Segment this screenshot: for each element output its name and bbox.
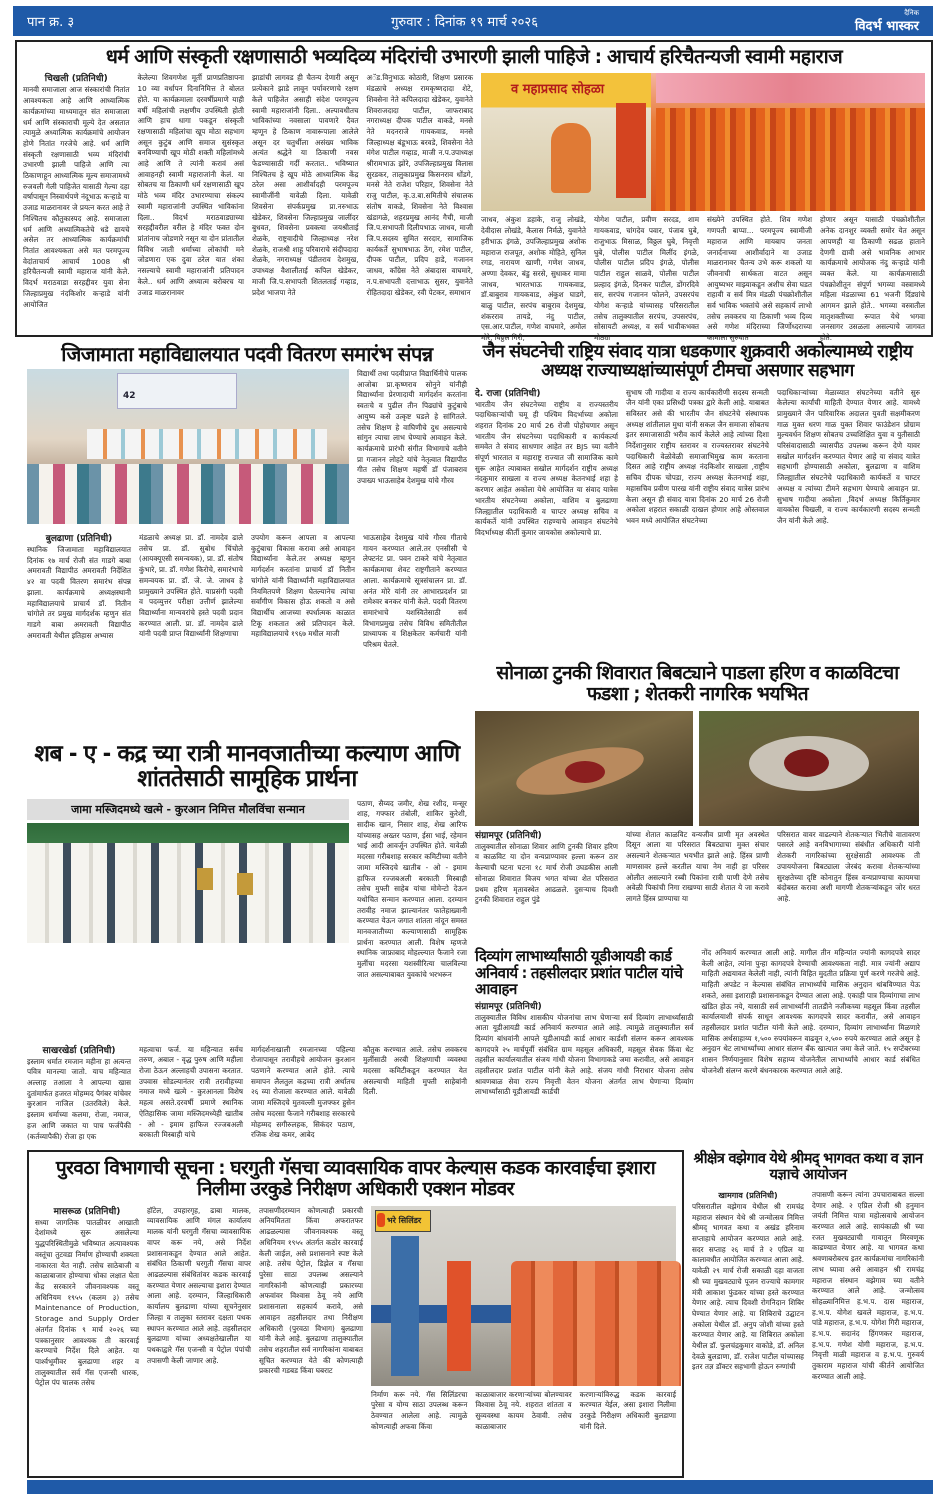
- column-text: तपासणीदरम्यान कोणत्याही प्रकारची अनियमितता किंवा अफरातफर आढळल्यास जीवनावश्यक वस्तू अधिनियम १९५५ अंतर्गत कठोर कारवाई केली जाईल, असे प्रशासनाने स्पष्ट केले आहे. तसेच पेट्रोल, डिझेल व गॅसचा पुरेसा साठा उपलब्ध असल्याने नागरिकांनी कोणत्याही प्रकारच्या अफवांवर विश्वास ठेवू नये आणि प्रशासनाला सहकार्य करावे, असे आवाहन तहसीलदार तथा निरीक्षण अधिकारी (पुरवठा विभाग) बुलढाणा यांनी केले आहे. बुलढाणा तालुक्यातील तसेच शहरातील सर्व नागरिकांना याबाबत सूचित करण्यात येते की कोणत्याही प्रकारची गडबड किंवा घबराट: [259, 1205, 363, 1376]
- article-column: [475, 830, 618, 950]
- article-column: [371, 1390, 467, 1435]
- issue-date: गुरुवार : दिनांक १९ मार्च २०२६: [391, 15, 538, 30]
- column-text: उपयोग करून आपला व आपल्या कुटुंबाचा विकास करावा असे आवाहन विद्यार्थ्यांना केले.तर अध्यक्ष म्हणुन मार्गदर्शन करतांना प्राचार्य डॉ नितीन चांगोले यांनी विद्यार्थ्यांनी महाविद्यालयात नियमितपणे शिक्षण घेतल्यानेच त्यांचा सर्वांगीण विकास होऊ शकतो व असे विद्यार्थीच आजच्या स्पर्धात्मक काळात टिकू शकतात असे प्रतिपादन केले. महाविद्यालयाचे १९६७ मधील माजी: [251, 533, 355, 639]
- column-text: निर्माण करू नये. गॅस सिलिंडरचा पुरेसा व योग्य साठा उपलब्ध करून ठेवण्यात आलेला आहे. त्यामुळे कोणत्याही अफवा किंवा: [371, 1389, 468, 1431]
- article-column: [777, 830, 920, 950]
- article-column: [139, 1045, 243, 1153]
- article-column: [357, 799, 467, 1039]
- article-column: [357, 369, 467, 529]
- article-column: [580, 1390, 676, 1435]
- column-text: कौतुक करण्यात आले. तसेच लवकरच मुलींसाठी अरबी शिक्षणाची व्यवस्था मदरसा कमिटीकडून करण्यात येत असल्याची माहिती मुफ्ती साहेबांनी दिली.: [363, 1044, 467, 1097]
- dateline: संग्रामपूर (प्रतिनिधी): [475, 1001, 542, 1012]
- column-text: परिसरात वावर वाढल्याने शेतकऱ्यात भितीचे वातावरण पसरले आहे वनविभागाच्या संबंधीत अधिकारी यांनी शेतकरी नागरिकांच्या सुरक्षेसाठी आवश्यक ती उपाययोजना बिबट्याला जेरबंद करावा शेतकऱ्यांच्या सुरक्षतेच्या दृष्टि कोनातुन हिंस्त्र वन्यप्राण्याचा कायमचा बंदोबस्त करावा अशी मागणी शेतकऱ्यांकडून जोर धरत आहे.: [777, 829, 920, 903]
- column-text: मार्गदर्शनाखाली रमजानच्या पहिल्या रोजापासून तरावीहचे आयोजन कुरआन पठणाने करण्यात आले होते. त्याचे समापन लैलतुल कद्रच्या रात्री अर्थातच २६ व्या रोजाला करण्यात आले. यावेळी जामा मस्जिदचे मुतवल्ली मुजफ्फर हुसेन तसेच मदरसा फैजाने गरीबशाह सरकारचे मोहम्मद सगीरुलहक, सिकंदर पठाण, रजिक शेख कमर, आबेद: [251, 1044, 355, 1140]
- column-text: झाडांची लागवड ही चैतन्य देणारी असून प्रत्येकाने झाडे लावून पर्यावरणाचे रक्षण केले पाहिजेत असाही संदेश परमपूज्य स्वामी महाराजांनी दिला.. अल्पावधीतच भाविकांच्या नवसाला पावणारे दैवत म्हणून हे ठिकाण नावारूपाला आलेले असून दर चतुर्थीला असंख्य भाविक अत्यंत श्रद्धेने या ठिकाणी नवस फेडण्यासाठी गर्दी करतात.. भविष्यात निश्चितच हे खूप मोठे आध्यात्मिक केंद्र ठरेल असा आशीर्वादही परमपूज्य स्वामीजींनी यावेळी दिला. यावेळी शिवसेना संपर्कप्रमुख प्रा.नरुभाऊ खेडेकर, शिवसेना जिल्हाप्रमुख जालींदर बुधवत, शिवसेना प्रवक्त्या जयश्रीताई शेळके, राष्ट्रवादीचे जिल्हाध्यक्ष नरेश शेळके, राजश्री शाहू परिवाराचे संदीपदादा शेळके, नगराध्यक्ष पंडीतराव देशमुख, उपाध्यक्ष वैशालीताई कपिल खेडेकर, माजी जि.प.सभापती शितलताई गव्हाड, प्रदेश भाजपा नेते: [252, 73, 359, 297]
- dateline: खामगाव (प्रतिनिधी): [718, 1190, 778, 1200]
- masthead-bar: [13, 6, 933, 36]
- article-column: [626, 830, 769, 950]
- dateline: मासरूळ (प्रतिनिधी): [53, 1206, 121, 1217]
- headline-shab-e-qadr: शब - ए - कद्र च्या रात्री मानवजातीच्या कल्याण आणि शांततेसाठी सामूहिक प्रार्थना: [34, 741, 460, 793]
- column-text: तालुक्यातील सोनाळा शिवार आणि टुनकी शिवार हरिण व काळविट या दोन वन्यप्राण्यावर हल्ला करून ठार केल्याची घटना घटना १८ मार्च रोजी उघडकीस आली सोनाळा शिवारात विजय भगत यांच्या शेत परिसरात प्रथम हरिण मृतावस्थेत आढळले. दुसऱ्याच दिवशी टुनकी शिवारात राहुल पुंडे: [475, 841, 618, 905]
- article-shab-e-qadr: [27, 741, 467, 1141]
- column-text: स्थानिक जिजामाता महाविद्यालयात दिनांक १७ मार्च रोजी संत गाडगे बाबा अमरावती विद्यापीठ अमरावती निर्देशित ४२ वा पदवी वितरण समारंभ संपन्न झाला. कार्यक्रमाचे अध्यक्षस्थानी महाविद्यालयाचे प्राचार्य डॉ. नितीन चांगोले तर प्रमुख मार्गदर्शक म्हणुन संत गाडगे बाबा अमरावती विद्यापीठ अमरावती येथील इतिहास अभ्यास: [27, 545, 131, 640]
- photo-gas-cylinder-inspection: [371, 1206, 676, 1386]
- column-text: करणाऱ्यांविरुद्ध कडक कारवाई करण्यात येईल, असा इशारा निलीमा उरकुडे निरीक्षण अधिकारी बुलडाणा यांनी दिले.: [579, 1389, 676, 1431]
- article-column: [251, 1045, 355, 1153]
- column-text: केलेल्या शिवगणेश मूर्ती प्राणप्रतिष्ठापना 10 व्या वर्धापन दिनानिमित्त ते बोलत होते. या कार्यक्रमाला दरवर्षीप्रमाणे याही वर्षी महिलांची लक्षणीय उपस्थिती होती आणि हाच धागा पकडून संस्कृती रक्षणासाठी महिलांचा खूप मोठा सहभाग असून कुटुंब आणि समाज सुसंस्कृत बनविण्याची खूप मोठी शक्ती महिलांमध्ये आहे आणि ते त्यांनी करावं असं आवाहनही स्वामी महाराजांनी केलं. या सोबतच या ठिकाणी धर्म रक्षणासाठी खूप मोठे भव्य मंदिर उभारण्याचा संकल्प स्वामी महाराजांनी उपस्थित भाविकांना दिला.. विदर्भ मराठवाड्याच्या सरहद्दीवरील वरील हे मंदिर फक्त दोन प्रांतांनाच जोडणारे नसून या दोन प्रांतातील विविध जाती धर्माच्या लोकांची मने जोडणारा एक दुवा ठरेल यात शंका नसल्याचे स्वामी महाराजांनी प्रतिपादन केले.. धर्म आणि अध्यात्म बरोबरच या उजाड माळरानावर: [137, 73, 244, 297]
- article-jain: [475, 343, 920, 658]
- column-text: महत्वाचा फर्ज. या महिन्यात सर्वच तरुण, अबाल - वृद्ध पुरुष आणि महीला रोजा ठेऊन अल्लाहची उपासना करतात. उपवास सोडल्यानंतर रात्री तरावीहच्या नमाज मध्ये खत्मे - कुरआनला विशेष महत्व असते.दरवर्षी प्रमाणे स्थानिक ऐतिहासिक जामा मस्जिदमध्येही खातीब - ओ - इमाम हाफिज रज्जबअली बरकाती मिस्बाही यांचे: [139, 1044, 243, 1140]
- article-column: [626, 388, 769, 628]
- column-text: जाधव, अंकुश डहाके, राजु लोखंडे, देवीदास लोखंडे, कैलास निर्मळे, युवानेते हरीभाऊ इंगळे, उपजिल्हाप्रमुख अशोक महाराज राजपूत, अशोक मोहिते, सुनिल रगड, नारायण खाणी, गणेश जाधव, अण्णा देवकर, बंडु सरसे, सुधाकर मामा जाधव, भारतभाऊ गायकवाड, डॉ.बाबुराव गायकवाड, अंकुश घाडगे, बाळु पाटील, सरपंच बाबुराव देशमुख, शंकरराव तायडे, नंदु पाटील, एस.आर.पाटील, गणेश वाघमारे, अमोल मोरे, विठ्ठल गिरी,: [481, 215, 586, 343]
- article-column: [777, 388, 920, 628]
- column-text: तपासणी करून त्यांना उपचाराबाबत सल्ला देणार आहे. २ एप्रिल रोजी श्री हनुमान जयंती निमित्त यात्रा महोत्सवाचे आयोजन करण्यात आले आहे. सायंकाळी श्री च्या रजत मुखवट्याची गावातून मिरवणूक काढण्यात येणार आहे. या भागवत कथा श्रवणाबरोबरच इतर कार्यक्रमांचा नागरिकांनी लाभ घ्यावा असे आवाहन श्री रामचंद्र महाराज संस्थान वझेगाव च्या वतीने करण्यात आले आहे. जन्मोत्सव सोहळ्यानिमित्त ह.भ.प. दास महाराज, ह.भ.प. योगेश खवले महाराज, ह.भ.प. पांडे महाराज, ह.भ.प. योगेश गिरी महाराज, ह.भ.प. सदानंद हिंगणकर महाराज, ह.भ.प. गणेश योगी महाराज, ह.भ.प. निवृत्ती माळी महाराज व ह.भ.प. गुरुवर्य तुकाराम महाराज यांची कीर्तने आयोजित करण्यात आली आहे.: [812, 1189, 924, 1381]
- column-text: इस्लाम धर्मात रमजान महीना हा अत्यन्त पवित्र मानल्या जातो. याच महिन्यात अल्लाह तआला ने आपल्या खास दुतांमार्फत हजरत मोहम्मद पैगंबर यांचेवर कुरआन नाजिल (उतरविले) केले. इस्लाम धर्माच्या कलमा, रोजा, नमाज, हज आणि जकात या पाच फर्जपैकी (कर्तव्यापैकी) रोजा हा एक: [27, 1056, 131, 1141]
- brand-small: दैनिक: [904, 8, 919, 17]
- column-text: योगेश पाटील, प्रवीण सरदड, शाम गायकवाड, चांगदेव पवार, पंजाब घुबे, राजुभाऊ मिसाळ, विठ्ठल घुबे, निवृत्ती घुबे, पोलीस पाटील मिलींद इंगळे, पोलीस पाटील प्रदिप इंगळे, पोलीस पाटील राहुल साळवे, पोलीस पाटील प्रल्हाद इंगळे, दिनकर पाटील, डोंगरदिवे सर, सरपंच गजानन फोलने, उपसरपंच योगेश कऱ्हाडे यांच्यासह परिसरातील तसेच तालुक्यातील सरपंच, उपसरपंच, सोसायटी अध्यक्ष, व सर्व भावीकभक्त मोठ्या: [594, 215, 699, 343]
- article-column: [820, 215, 925, 343]
- photo-deer-carcass-1: [475, 711, 693, 826]
- article-sonala: [475, 663, 920, 943]
- column-text: हॉटेल, उपहारगृह, ढाबा मालक, व्यावसायिक आणि मंगल कार्यालय मालक यांनी घरगुती गॅसचा व्यावसायिक वापर करू नये, असे निर्देश प्रशासनाकडून देण्यात आले आहेत. संबंधित ठिकाणी घरगुती गॅसचा वापर आढळल्यास संबंधितांवर कडक कारवाई करण्यात येणार असल्याचा इशारा देण्यात आला आहे. दरम्यान, जिल्हाधिकारी कार्यालय बुलढाणा यांच्या सूचनेनुसार जिल्हा व तालुका स्तरावर दक्षता पथक स्थापन करण्यात आले आहे. तहसीलदार बुलढाणा यांच्या अध्यक्षतेखालील या पथकाद्वारे गॅस एजन्सी व पेट्रोल पंपांची तपासणी केली जाणार आहे.: [147, 1205, 251, 1365]
- article-column: [481, 215, 586, 343]
- column-text: यांच्या शेतात काळविट वन्यजीव प्राणी मृत अवस्थेत दिसून आला या परिसरात बिबट्याचा मुक्त संचार असल्याने शेतकऱ्यात भयभीत झाले आहे. हिंस्त्र प्राणी माणसावर हल्ले करतील याचा नेम नाही हा परिसर ओलीत असल्याने रब्बी पिकांना रात्री पाणी देणे तसेच अवेळी पिकांची निगा राखण्या साठी शेतात ये जा करावे लागते हिंस्त्र प्राण्याचा या: [626, 829, 769, 903]
- footer-bar: [27, 1480, 933, 1494]
- article-column: [475, 1390, 571, 1435]
- headline-gas: पुरवठा विभागाची सूचना : घरगुती गॅसचा व्यावसायिक वापर केल्यास कडक कारवाईचा इशारा निलीमा उरकुडे निरीक्षण अधिकारी एक्शन मोडवर: [55, 1157, 656, 1200]
- column-text: सध्या जागतिक पातळीवर आखाती देशांमध्ये सुरू असलेल्या युद्धपरिस्थितीमुळे भविष्यात अत्यावश्यक वस्तूंचा तुटवडा निर्माण होण्याची शक्यता नाकारता येत नाही. तसेच साठेबाजी व काळाबाजार होण्याचा धोका लक्षात घेता केंद्र सरकारने जीवनावश्यक वस्तू अधिनियम १९५५ (कलम ३) तसेच Maintenance of Production, Storage and Supply Order अंतर्गत दिनांक ९ मार्च २०२६ च्या पत्रकानुसार आवश्यक ती कारवाई करण्याचे निर्देश दिले आहेत. या पार्श्वभूमीवर बुलढाणा शहर व तालुक्यातील सर्व गॅस एजन्सी धारक, पेट्रोल पंप चालक तसेच: [35, 1217, 139, 1388]
- column-text: होणार असून यासाठी पंचक्रोशीतील अनेक दानशुर व्यक्ती समोर येत असून आपणही या ठिकाणी सढळ हाताने देणगी द्यावी असे भावनिक आभार कार्यक्रमाचे आयोजक नंदु कऱ्हाडे यांनी व्यक्त केले. या कार्यक्रमासाठी पंचक्रोशीतून संपूर्ण भगव्या वस्त्रामध्ये महिला मंडळाच्या 61 भजनी दिंड्यांचे आगमन झाले होते.. भगव्या वस्त्रातील मातृशक्तीच्या रूपात येथे भगवा जनसागर उसळला असल्याचे जागवत होते.: [820, 215, 925, 343]
- column-text: तालुक्यातील विविध शासकीय योजनांचा लाभ घेणाऱ्या सर्व दिव्यांग लाभार्थ्यांसाठी आता यूडीआयडी कार्ड अनिवार्य करण्यात आले आहे. त्यामुळे तालुक्यातील सर्व दिव्यांग बांधवांनी आपले यूडीआयडी कार्ड आधार कार्डशी संलग्न करून आवश्यक कागदपत्रे २५ मार्चपूर्वी संबंधित ग्राम महसूल अधिकारी, महसूल सेवक किंवा थेट तहसील कार्यालयातील संजय गांधी योजना विभागाकडे जमा करावीत, असे आवाहन तहसीलदार प्रशांत पाटील यांनी केले आहे. संजय गांधी निराधार योजना तसेच श्रावणबाळ सेवा राज्य निवृत्ती वेतन योजना अंतर्गत लाभ घेणाऱ्या दिव्यांग लाभार्थ्यांसाठी यूडीआयडी कार्डची: [475, 1012, 694, 1097]
- article-udid: [475, 948, 920, 1148]
- article-column: [27, 1045, 131, 1153]
- article-bhagwat: [692, 1152, 924, 1477]
- photo-graduation-ceremony: [27, 369, 349, 524]
- column-text: अॅड.विनुभाऊ कोठारी, शिक्षण प्रसारक मंडळाचे अध्यक्ष रामकृष्णदादा शेटे, शिवसेना नेते कपिलदादा खेडेकर, युवानेते शिवराजदादा पाटील, जाफराबाद नगराध्यक्ष दीपक पाटील वाकडे, मनसे नेते मदनराजे गायकवाड, मनसे जिल्हाध्यक्ष बंडूभाऊ बरवडे, शिवसेना नेते मंगेश पाटील गव्हाड, माजी न.प.उपाध्यक्ष श्रीरामभाऊ झोरे, उपजिल्हाप्रमुख विलास सुरडकर, तालुकाप्रमुख किसनराव धोंडगे, मनसे नेते राजेश परिहार, शिवसेना नेते राजु पाटील, कृ.उ.बा.समितीचे संचालक संतोष वाकडे, शिवसेना नेते विश्वास खंडागळे, शहरप्रमुख आनंद गैची, माजी जि.प.सभापती दिलीपभाऊ जाधव, माजी जि.प.सदस्य सुमित सरदार, सामाजिक कार्यकर्ते सुभाषभाऊ ठेंग, रमेश पाटील, दीपक पाटील, प्रदिप हाडे, गजानन जाधव, काँग्रेस नेते अंबादास वाघमारे, न.प.सभापती दत्ताभाऊ सुसर, युवानेते रोहितदादा खेडेकर, रवी पेटकर, समाधान: [366, 73, 473, 297]
- article-column: [692, 1190, 804, 1465]
- article-column: [27, 533, 131, 657]
- photo-temple-event: [481, 73, 925, 211]
- column-text: भारतीय जैन संघटनेच्या राष्ट्रीय व राज्यस्तरीय पदाधिकाऱ्यांची चमू ही पश्चिम विदर्भाच्या अकोला शहरात दिनांक 20 मार्च 26 रोजी पोहोचणार असून भारतीय जैन संघटनेच्या पदाधिकारी व कार्यकर्त्या समवेत ते संवाद साधणार आहेत तर BJS च्या वतीने संपूर्ण भारतात व महाराष्ट्र राज्यात जी सामाजिक कामे सुरू आहेत त्याबाबत सखोल मार्गदर्शन राष्ट्रीय अध्यक्ष नंदकुमार साखला व राज्य अध्यक्ष केतनभाई शहा हे करणार आहेत अकोला येथे आयोजित या संवाद यात्रेस भारतीय संघटनेच्या अकोला, वाशिम व बुलढाणा जिल्ह्यातील पदाधिकारी व चाप्टर अध्यक्ष सचिव व कार्यकर्ते यांनी उपस्थित राहण्याचे आवाहन संघटनेचे विदर्भाध्यक्ष कीर्ती कुमार जायकोस अकोल्याचे प्रा.: [475, 399, 618, 537]
- article-column: [252, 73, 359, 313]
- dateline: साखरखेर्डा (प्रतिनिधी): [42, 1045, 116, 1056]
- column-text: मंडळाचे अध्यक्ष प्रा. डॉ. नामदेव ढाले तसेच प्रा. डॉ. सुबोध चिंचोले (आयक्यूएसी समन्वयक), प्रा. डॉ. संतोष कुंभारे, प्रा. डॉ. गणेश किरोचे, समारंभाचे समन्वयक प्रा. डॉ. जे. जे. जाधव हे प्रामुख्याने उपस्थित होते. याप्रसंगी पदवी व पदव्युत्तर परीक्षा उत्तीर्ण झालेल्या विद्यार्थ्यांना मान्यवरांचे हस्ते पदवी प्रदान करण्यात आली. प्रा. डॉ. नामदेव ढाले यांनी पदवी प्राप्त विद्यार्थ्यांनी शिक्षणाचा: [139, 533, 243, 639]
- photo-blackbuck-carcass-2: [699, 711, 919, 826]
- column-text: सुभाष जी गादीया व राज्य कार्यकारीणी सदस्य सन्मती जैन यांनी एका प्रसिध्दी पत्रका द्वारे केली आहे. याबाबत सविस्तर असे की भारतीय जैन संघटनेचे संस्थापक अध्यक्ष शांतीलाल मुथा यांनी सकल जैन समाजा सोबतच इतर समाजासाठी भरीव कार्य केलेले आहे त्यांच्या दिशा निर्देशानुसार राष्ट्रीय स्तरावर व राज्यस्तरावर संघटनेचे पदाधिकारी वेळोवेळी समाजाभिमुख काम करताना दिसत आहे राष्ट्रीय अध्यक्ष नंदकिशोर साखला ,राष्ट्रीय सचिव दीपक चोपडा, राज्य अध्यक्ष केतनभाई शहा, महासचिव प्रवीण पारख यांनी राष्ट्रीय संवाद यात्रेस प्रारंभ केला असून ही संवाद यात्रा दिनांक 20 मार्च 26 रोजी अकोला शहरात सकाळी दाखल होणार आहे ओस्तवाल भवन मध्ये आयोजित संघटनेच्या: [626, 387, 769, 525]
- headline-temple: धर्म आणि संस्कृती रक्षणासाठी भव्यदिव्य मंदिरांची उभारणी झाली पाहिजे : आचार्य हरिचैतन्यजी स्वामी महाराज: [105, 45, 843, 68]
- article-column: [707, 215, 812, 343]
- headline-jijamata: जिजामाता महाविद्यालयात पदवी वितरण समारंभ संपन्न: [61, 342, 433, 366]
- article-column: [367, 73, 474, 313]
- article-temple: [15, 40, 933, 343]
- article-column: [147, 1206, 251, 1446]
- article-column: [475, 388, 618, 628]
- column-text: संख्येने उपस्थित होते. शिव गणेश गणपती बाप्पा... परमपूज्य स्वामीजी महाराज आणि मायबाप जनता जनार्दनाच्या आशीर्वादाने या उजाड माळरानावर चैतन्य उभे करू शकलो या जीवनाची सार्थकता वाटत असून आयुष्यभर माझ्याकडून अशीच सेवा घडत राहावी व सर्व मित्र मंडळी पंचक्रोशीतील सर्व भाविक भक्तांचे असे सहकार्य लाभो तसेच लवकरच या ठिकाणी भव्य दिव्य असे गणेश मंदिराच्या जिर्णोध्दराच्या कामाला सुरुवात: [707, 215, 812, 343]
- column-text: पठाण, सैय्यद जमीर, शेख रशीद, मन्सूर शाह, गफ्फार तंबोली, शाकिर कुरेशी, सादीक खान, निसार शाह, शेख आरिफ यांच्यासह अख्तर पठाण, ईसा भाई, रहेमान भाई आदी आवर्जून उपस्थित होते. यावेळी मदरसा गरीबशाह सरकार कमिटीच्या वतीने जामा मस्जिदचे खातीब - ओ - इमाम हाफिज रज्जबअली बरकाती मिस्बाही तसेच मुफ्ती साहेब यांचा मोमेन्टो देऊन यथोचित सन्मान करण्यात आला. दरम्यान तरावीह नमाज झाल्यानंतर फातेहाख्वानी करण्यात येऊन जगात शांतता नांदून समस्त मानवजातीच्या कल्याणासाठी सामूहिक प्रार्थना करण्यात आली. विशेष म्हणजे स्थानिक जाफ्राबाद मोहल्ल्यात फैजाने रजा मुलींचा मदरसा यशस्वीरित्या चालविल्या जात असल्याबाबत युवकांचे भरभरून: [357, 798, 467, 979]
- headline-udid: दिव्यांग लाभार्थ्यांसाठी यूडीआयडी कार्ड अनिवार्य : तहसीलदार प्रशांत पाटील यांचे आवाहन: [475, 947, 683, 998]
- article-column: [363, 1045, 467, 1153]
- dateline: संग्रामपूर (प्रतिनिधी): [475, 830, 542, 841]
- column-text: पदाधिकाऱ्यांच्या मेळाव्यात संघटनेच्या वतीने सुरु केलेल्या कार्यांची माहिती देण्यात येणार आहे. यामध्ये प्रामुख्याने जैन पारिवारिक अदालत युवती सक्षमीकरण गाळ मुक्त धरण गाळ युक्त शिवार फाउंडेशन प्रोग्राम मुल्यवर्धन शिक्षण सोबतच उच्चशिक्षित युवा व युतीसाठी परिसंवादासाठी व्यासपीठ उपलब्ध करून देणे यावर सखोल मार्गदर्शन करण्यात येणार आहे या संवाद यात्रेत सहभागी होण्यासाठी अकोला, बुलढाणा व वाशिम जिल्ह्यातील संघटनेचे पदाधिकारी कार्यकर्ते व चाप्टर अध्यक्ष व त्यांच्या टीमने सहभाग घेण्याचे आवाहन प्रा. सुभाष गादीया अकोला ,विदर्भ अध्यक्ष किर्तिकुमार वायकोस चिखली, व राज्य कार्यकारणी सदस्य सन्मती जैन यांनी केले आहे.: [777, 387, 920, 525]
- headline-sonala: सोनाळा टुनकी शिवारात बिबट्याने पाडला हरिण व काळविटचा फडशा ; शेतकरी नागरिक भयभित: [496, 662, 899, 705]
- subheadline-jama-masjid: जामा मस्जिदमध्ये खत्मे - कुरआन निमित्त मौलविंचा सन्मान: [27, 799, 349, 820]
- headline-bhagwat: श्रीक्षेत्र वझेगाव येथे श्रीमद् भागवत कथा व ज्ञान यज्ञाचे आयोजन: [693, 1151, 923, 1183]
- article-column: [139, 533, 243, 657]
- article-jijamata: [27, 343, 467, 713]
- article-column: [475, 1001, 694, 1111]
- article-column: [251, 533, 355, 657]
- article-column: [259, 1206, 363, 1446]
- newspaper-brand: [855, 10, 919, 33]
- column-text: भाऊसाहेब देशमुख यांचे गौरव गीताचे गायन करण्यात आले.तर एनसीसी चे लेफ्टनंट प्रा. पवन टाकरे यांचे नेतृत्वात कार्यक्रमाचा शेवट राष्ट्रगीताने करण्यात आला. कार्यक्रमाचे सूत्रसंचालन प्रा. डॉ. अनंत मोरे यांनी तर आभारप्रदर्शन प्रा रामेश्वर बनकर यांनी केले. पदवी वितरण समारंभाचे यशस्वितेसाठी सर्व विभागप्रमुख तसेच विविध समितीतील प्राध्यापक व शिक्षकेतर कर्मचारी यांनी परिश्रम घेतले.: [363, 533, 467, 650]
- page-number: पान क्र. ३: [27, 15, 75, 30]
- article-column: [812, 1190, 924, 1465]
- brand-name: विदर्भ भास्कर: [854, 18, 919, 34]
- photo-banner-text: व महाप्रसाद सोहळा: [511, 82, 605, 98]
- dateline: चिखली (प्रतिनिधी): [44, 74, 108, 85]
- article-column: [23, 73, 130, 313]
- article-column: [363, 533, 467, 657]
- banner-number: 42: [123, 391, 136, 401]
- article-column: [35, 1206, 139, 1446]
- article-column: [138, 73, 245, 313]
- photo-sign-text: भरे सिलिंडर: [387, 1215, 422, 1225]
- column-text: विद्यार्थी तथा पदवीप्राप्त विद्यार्थिनीचे पालक आजोबा प्रा.कृष्णराव सोनुने यांनीही विद्यार्थ्यांना प्रेरणादायी मार्गदर्शन करतांना स्वतःचे व पुढील तीन पिढ्यांचे कुटुंबाचे आयुष्य कसे उत्कृष्ट घडले हे सांगितले. तसेच शिक्षण हे वाघिणीचे दुध असल्याचे सांगुन त्याचा लाभ घेण्याचे आवाहन केले. कार्यक्रमाचे प्रारंभी संगीत विभागाचे वतीने प्रा गजानन लोहटे यांचे नेतृत्वात विद्यापीठ गीत तसेच शिक्षण महर्षी डॉ पंजाबराव उपाख्य भाऊसाहेब देशमुख यांचे गौरव: [357, 369, 467, 486]
- article-gas: [27, 1150, 684, 1478]
- column-text: परिसरातील वझेगाव येथील श्री रामचंद्र महाराज संस्थान येथे श्री जन्मोत्सव निमित्त श्रीमद् भागवत कथा व अखंड हरिनाम सप्ताहाचे आयोजन करण्यात आले आहे. सदर सप्ताह २६ मार्च ते २ एप्रिल या कालावधीत आयोजित करण्यात आला आहे. यावेळी २९ मार्च रोजी सकाळी दहा वाजता श्री च्या मुखवट्याचे पूजन राज्याचे कामगार मंत्री आकाश फुंडकर यांच्या हस्ते करण्यात येणार आहे. त्याच दिवशी रोगनिदान शिबिर घेण्यात येणार आहे. या शिबिराचे उद्घाटन अकोला येथील डॉ. अनुप जोशी यांच्या हस्ते करण्यात येणार आहे. या शिबिरात अकोला येथील डॉ. फुलचंद्रकुमार वाकोडे, डॉ. अनिल देवळे बुलडाणा, डॉ. राजेश पाटील यांच्यासह इतर तज्ञ डॉक्टर सहभागी होऊन रुग्णांची: [692, 1201, 804, 1372]
- column-text: मानवी समाजाला आज संस्कारांची नितांत आवश्यकता आहे आणि आध्यात्मिक कार्यक्रमांच्या माध्यमातून संत समाजाला धर्म आणि संस्काराची मूल्ये देत असतात त्यामुळे अध्यात्मिक कार्यक्रमांचे आयोजन होणे नितांत गरजेचे आहे. धर्म आणि संस्कृती रक्षणासाठी भव्य मंदिरांची उभारणी झाली पाहिजे आणि त्या ठिकाणाहून आध्यात्मिक मूल्य समाजामध्ये रुजवली गेली पाहिजेत यासाठी गेल्या दहा वर्षापासून निस्वार्थपणे नंदूभाऊ कऱ्हाडे या उजाड माळरानावर जे प्रयत्न करत आहे ते निश्चितच कौतुकास्पद आहे. समाजाला धर्म आणि अध्यात्मिकतेचे धडे द्यायचे असेल तर आध्यात्मिक कार्यक्रमांची नितांत आवश्यकता असे मत परमपूज्य वेदांताचार्य आचार्य 1008 श्री हरिचैतन्यजी स्वामी महाराज यांनी केले. विदर्भ मराठवाडा सरहद्दीवर युवा सेना जिल्हाप्रमुख नंदकिशोर कऱ्हाडे यांनी आयोजित: [23, 85, 130, 309]
- dateline: दे. राजा (प्रतिनिधी): [475, 388, 541, 399]
- column-text: नोंद अनिवार्य करण्यात आली आहे. मागील तीन महिन्यांत ज्यांनी कागदपत्रे सादर केली आहेत, त्यांना पुन्हा कागदपत्रे देण्याची आवश्यकता नाही. मात्र ज्यांनी अद्याप माहिती अद्ययावत केलेली नाही, त्यांनी विहित मुदतीत प्रक्रिया पूर्ण करणे गरजेचे आहे. माहिती अपडेट न केल्यास संबंधित लाभार्थ्यांचे मासिक अनुदान थांबविण्यात येऊ शकते, असा इशाराही प्रशासनाकडून देण्यात आला आहे. एकाही पात्र दिव्यांगाचा लाभ खंडित होऊ नये, यासाठी सर्व लाभार्थ्यांनी तातडीने नजीकच्या महसूल किंवा तहसील कार्यालयाशी संपर्क साधून आवश्यक कागदपत्रे सादर करावीत, असे आवाहन तहसीलदार प्रशांत पाटील यांनी केले आहे. दरम्यान, दिव्यांग लाभार्थ्यांना मिळणारे मासिक अर्थसाहाय्य १,५०० रुपयांवरून वाढवून २,५०० रुपये करण्यात आले असून हे अनुदान थेट लाभार्थ्यांच्या आधार संलग्न बँक खात्यात जमा केले जाते. १५ सप्टेंबरच्या शासन निर्णयानुसार विशेष सहाय्य योजनेतील लाभार्थ्यांचे आधार कार्ड संबंधित योजनेशी संलग्न करणे बंधनकारक करण्यात आले आहे.: [701, 948, 920, 1075]
- article-column: [702, 948, 921, 1098]
- column-text: काळाबाजार करणाऱ्यांच्या बोलण्यावर विश्वास ठेवू नये. शहरात शांतता व सुव्यवस्था कायम ठेवावी. तसेच काळाबाजार: [475, 1389, 572, 1431]
- dateline: बुलढाणा (प्रतिनिधी): [45, 534, 113, 544]
- article-column: [594, 215, 699, 343]
- headline-jain: जैन संघटनेची राष्ट्रिय संवाद यात्रा धडकणार शुक्रवारी अकोल्यामध्ये राष्ट्रीय अध्यक्ष राज्याध्यक्षांच्यासंपूर्ण टीमचा असणार सहभाग: [482, 342, 913, 382]
- photo-maulvi-felicitation: [27, 823, 349, 943]
